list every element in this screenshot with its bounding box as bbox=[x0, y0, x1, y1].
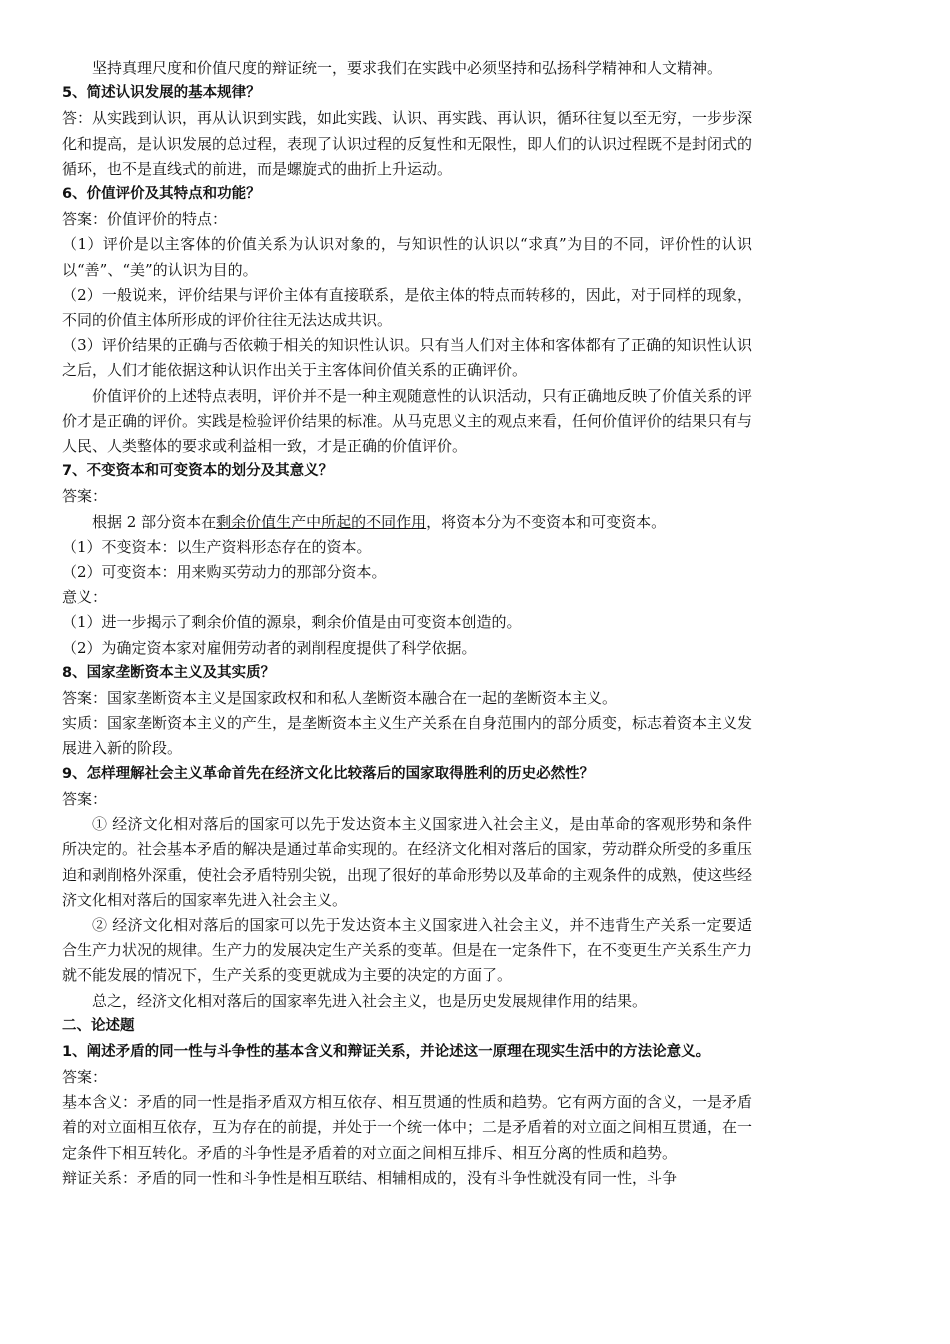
answer-5: 答：从实践到认识，再从认识到实践，如此实践、认识、再实践、再认识，循环往复以至无穷，一步步深化和提高，是认识发展的总过程，表现了认识过程的反复性和无限性，即人们的认识过程既不是封闭式的循环，也不是直线式的前进，而是螺旋式的曲折上升运动。 bbox=[62, 109, 753, 178]
document-page bbox=[62, 56, 752, 1191]
answer-7-text-post: ，将资本分为不变资本和可变资本。 bbox=[426, 512, 667, 531]
answer-9-point-1: ① 经济文化相对落后的国家可以先于发达资本主义国家进入社会主义，是由革命的客观形势和条件所决定的。社会基本矛盾的解决是通过革命实现的。在经济文化相对落后的国家，劳动群众所受的多重压迫和剥削格外深重，使社会矛盾特别尖锐，出现了很好的革命形势以及革命的主观条件的成熟，使这些经济文化相对落后的国家率先进入社会主义。 bbox=[62, 815, 753, 909]
paragraph-intro: 坚持真理尺度和价值尺度的辩证统一，要求我们在实践中必须坚持和弘扬科学精神和人文精神。 bbox=[92, 59, 723, 77]
section-2-heading: 二、论述题 bbox=[62, 1017, 135, 1034]
answer-7-underlined-text: 剩余价值生产中所起的不同作用 bbox=[216, 512, 427, 531]
answer-7-text-pre: 根据 2 部分资本在 bbox=[92, 512, 217, 531]
question-8-heading: 8、国家垄断资本主义及其实质？ bbox=[62, 664, 276, 681]
answer-9-summary: 总之，经济文化相对落后的国家率先进入社会主义，也是历史发展规律作用的结果。 bbox=[92, 991, 648, 1010]
answer-8-essence: 实质：国家垄断资本主义的产生，是垄断资本主义生产关系在自身范围内的部分质变，标志着资本主义发展进入新的阶段。 bbox=[62, 714, 753, 758]
essay-1-label: 答案： bbox=[62, 1067, 108, 1086]
answer-6-point-1: （1）评价是以主客体的价值关系为认识对象的，与知识性的认识以“求真”为目的不同，评价性的认识以“善”、“美”的认识为目的。 bbox=[62, 235, 752, 279]
answer-8-definition: 答案：国家垄断资本主义是国家政权和和私人垄断资本融合在一起的垄断资本主义。 bbox=[62, 689, 618, 708]
answer-9-label: 答案： bbox=[62, 789, 108, 808]
essay-1-dialectical-relation: 辩证关系：矛盾的同一性和斗争性是相互联结、相辅相成的，没有斗争性就没有同一性，斗争 bbox=[62, 1168, 678, 1187]
essay-1-heading: 1、阐述矛盾的同一性与斗争性的基本含义和辩证关系，并论述这一原理在现实生活中的方法论意义。 bbox=[62, 1043, 711, 1060]
answer-6-point-3: （3）评价结果的正确与否依赖于相关的知识性认识。只有当人们对主体和客体都有了正确的知识性认识之后，人们才能依据这种认识作出关于主客体间价值关系的正确评价。 bbox=[62, 336, 752, 380]
question-7-heading: 7、不变资本和可变资本的划分及其意义？ bbox=[62, 463, 334, 480]
answer-7-meaning-2: （2）为确定资本家对雇佣劳动者的剥削程度提供了科学依据。 bbox=[62, 638, 477, 657]
answer-7-point-2: （2）可变资本：用来购买劳动力的那部分资本。 bbox=[62, 563, 387, 582]
answer-6-summary: 价值评价的上述特点表明，评价并不是一种主观随意性的认识活动，只有正确地反映了价值关系的评价才是正确的评价。实践是检验评价结果的标准。从马克思义主的观点来看，任何价值评价的结果只有与人民、人类整体的要求或利益相一致，才是正确的价值评价。 bbox=[62, 386, 753, 456]
question-6-heading: 6、价值评价及其特点和功能？ bbox=[62, 186, 261, 203]
answer-7-meaning-label: 意义： bbox=[62, 588, 108, 607]
answer-7-meaning-1: （1）进一步揭示了剩余价值的源泉，剩余价值是由可变资本创造的。 bbox=[62, 613, 522, 632]
answer-6-point-2: （2）一般说来，评价结果与评价主体有直接联系，是依主体的特点而转移的，因此，对于同样的现象，不同的价值主体所形成的评价往往无法达成共识。 bbox=[62, 285, 752, 330]
essay-1-basic-meaning: 基本含义：矛盾的同一性是指矛盾双方相互依存、相互贯通的性质和趋势。它有两方面的含义，一是矛盾着的对立面相互依存，互为存在的前提，并处于一个统一体中；二是矛盾着的对立面之间相互贯通，在一定条件下相互转化。矛盾的斗争性是矛盾着的对立面之间相互排斥、相互分离的性质和趋势。 bbox=[62, 1093, 753, 1162]
question-9-heading: 9、怎样理解社会主义革命首先在经济文化比较落后的国家取得胜利的历史必然性？ bbox=[62, 765, 595, 782]
answer-7-paragraph bbox=[62, 510, 752, 535]
question-5-heading: 5、简述认识发展的基本规律？ bbox=[62, 85, 261, 102]
answer-7-label: 答案： bbox=[62, 487, 108, 506]
answer-6-intro: 答案：价值评价的特点： bbox=[62, 210, 228, 229]
answer-9-point-2: ② 经济文化相对落后的国家可以先于发达资本主义国家进入社会主义，并不违背生产关系一定要适合生产力状况的规律。生产力的发展决定生产关系的变革。但是在一定条件下，在不变更生产关系生产力就不能发展的情况下，生产关系的变更就成为主要的决定的方面了。 bbox=[62, 915, 753, 985]
answer-7-point-1: （1）不变资本：以生产资料形态存在的资本。 bbox=[62, 537, 372, 556]
